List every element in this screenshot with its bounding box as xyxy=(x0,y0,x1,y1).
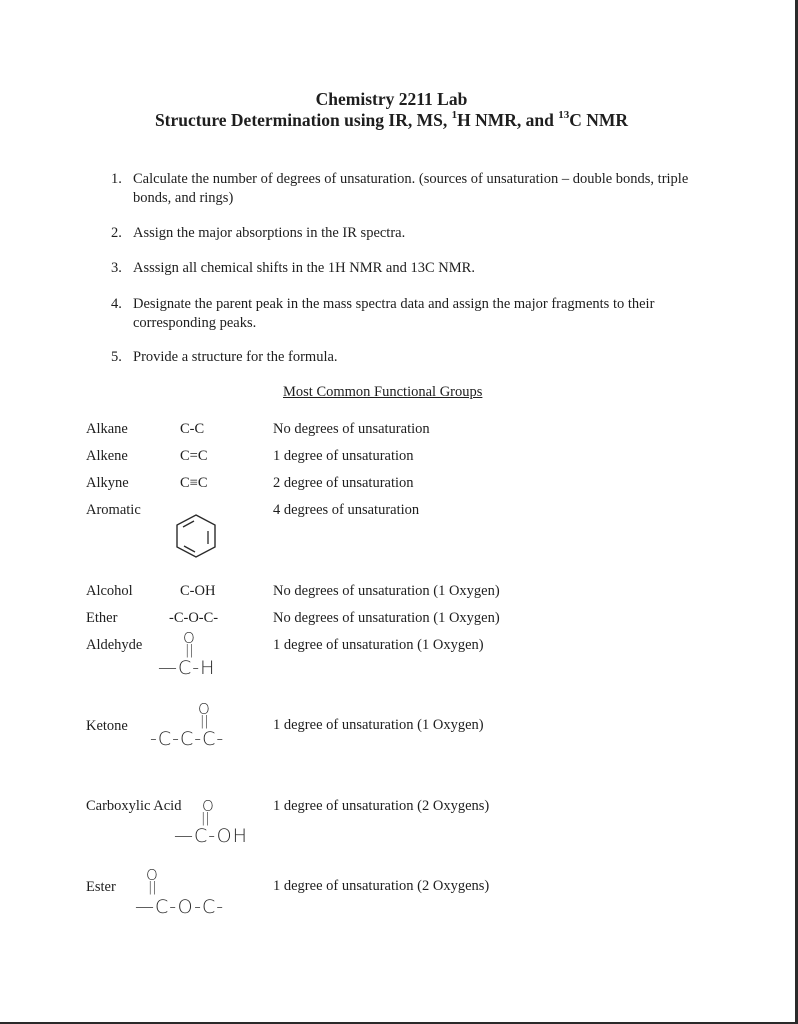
benzene-ring-icon xyxy=(171,512,221,560)
group-description: 1 degree of unsaturation (2 Oxygens) xyxy=(273,798,490,814)
aldehyde-structure-double-bond: || xyxy=(185,643,194,658)
group-description: No degrees of unsaturation (1 Oxygen) xyxy=(273,583,500,599)
page-subtitle: Structure Determination using IR, MS, $^1$H NMR, and $^{13}$C NMR xyxy=(154,109,629,130)
group-name: Alkyne xyxy=(86,475,129,491)
group-description: No degrees of unsaturation (1 Oxygen) xyxy=(273,610,500,626)
group-name: Aldehyde xyxy=(86,637,143,653)
ketone-structure-double-bond: || xyxy=(200,714,209,729)
group-name: Ketone xyxy=(86,718,128,734)
table-heading: Most Common Functional Groups xyxy=(283,384,483,400)
group-name: Alkane xyxy=(86,421,128,437)
page-title: Chemistry 2211 Lab xyxy=(315,89,468,109)
group-name: Ester xyxy=(86,879,116,895)
ketone-structure: -C-C-C- xyxy=(150,728,225,750)
group-formula: C=C xyxy=(180,448,208,464)
aldehyde-structure: —C-H xyxy=(158,657,216,679)
aldehyde-structure-oxygen: O xyxy=(183,629,195,647)
ester-structure-oxygen: O xyxy=(146,866,158,884)
group-formula: C-C xyxy=(180,421,205,437)
group-description: 1 degree of unsaturation (2 Oxygens) xyxy=(273,878,490,894)
group-description: No degrees of unsaturation xyxy=(273,421,430,437)
group-name: Alkene xyxy=(86,448,128,464)
group-name: Ether xyxy=(86,610,118,626)
group-description: 1 degree of unsaturation xyxy=(273,448,414,464)
group-formula: C≡C xyxy=(180,475,208,491)
ester-structure-double-bond: || xyxy=(148,880,157,895)
acid-structure-double-bond: || xyxy=(201,811,210,826)
group-description: 4 degrees of unsaturation xyxy=(273,502,420,518)
group-description: 1 degree of unsaturation (1 Oxygen) xyxy=(273,637,484,653)
group-formula: C-OH xyxy=(180,583,216,599)
group-formula: -C-O-C- xyxy=(169,610,219,626)
document-page: Chemistry 2211 Lab Structure Determination using IR, MS, $^1$H NMR, and $^{13}$C NMR 1. Calculate the number of degrees of unsaturation. (sources of unsaturation – double bonds, triple bonds, and rings) 2. Assign the major absorptions in the IR spectra. 3. Asssign all chemical shifts in the 1H NMR and 13C NMR. 4. Designate the parent peak in the mass spectra data and assign the major fragments to their corresponding peaks. 5. Provide a structure for the formula. Most Common Functional Groups Alkane C-C No degrees of unsaturation Alkene C=C 1 degree of unsaturation Alkyne C≡C 2 degree of unsaturation Aromatic 4 degrees of unsaturation Alcohol C-OH No degrees of unsaturation (1 Oxygen) Ether -C-O-C- No degrees of unsaturation (1 Oxygen) Aldehyde 1 degree of unsaturation (1 Oxygen) O || —C-H Ketone 1 degree of unsaturation (1 Oxygen) O || -C-C-C- Carboxylic Acid 1 degree of unsaturation (2 Oxygens) O || —C-OH Ester 1 degree of unsaturation (2 Oxygens) O || —C-O-C- xyxy=(0,0,798,1024)
ester-structure: —C-O-C- xyxy=(135,896,225,918)
group-description: 1 degree of unsaturation (1 Oxygen) xyxy=(273,717,484,733)
group-name: Aromatic xyxy=(86,502,141,518)
acid-structure-oxygen: O xyxy=(202,797,214,815)
group-description: 2 degree of unsaturation xyxy=(273,475,414,491)
acid-structure: —C-OH xyxy=(174,825,248,847)
ketone-structure-oxygen: O xyxy=(198,700,210,718)
group-name: Alcohol xyxy=(86,583,133,599)
group-name: Carboxylic Acid xyxy=(86,798,182,814)
